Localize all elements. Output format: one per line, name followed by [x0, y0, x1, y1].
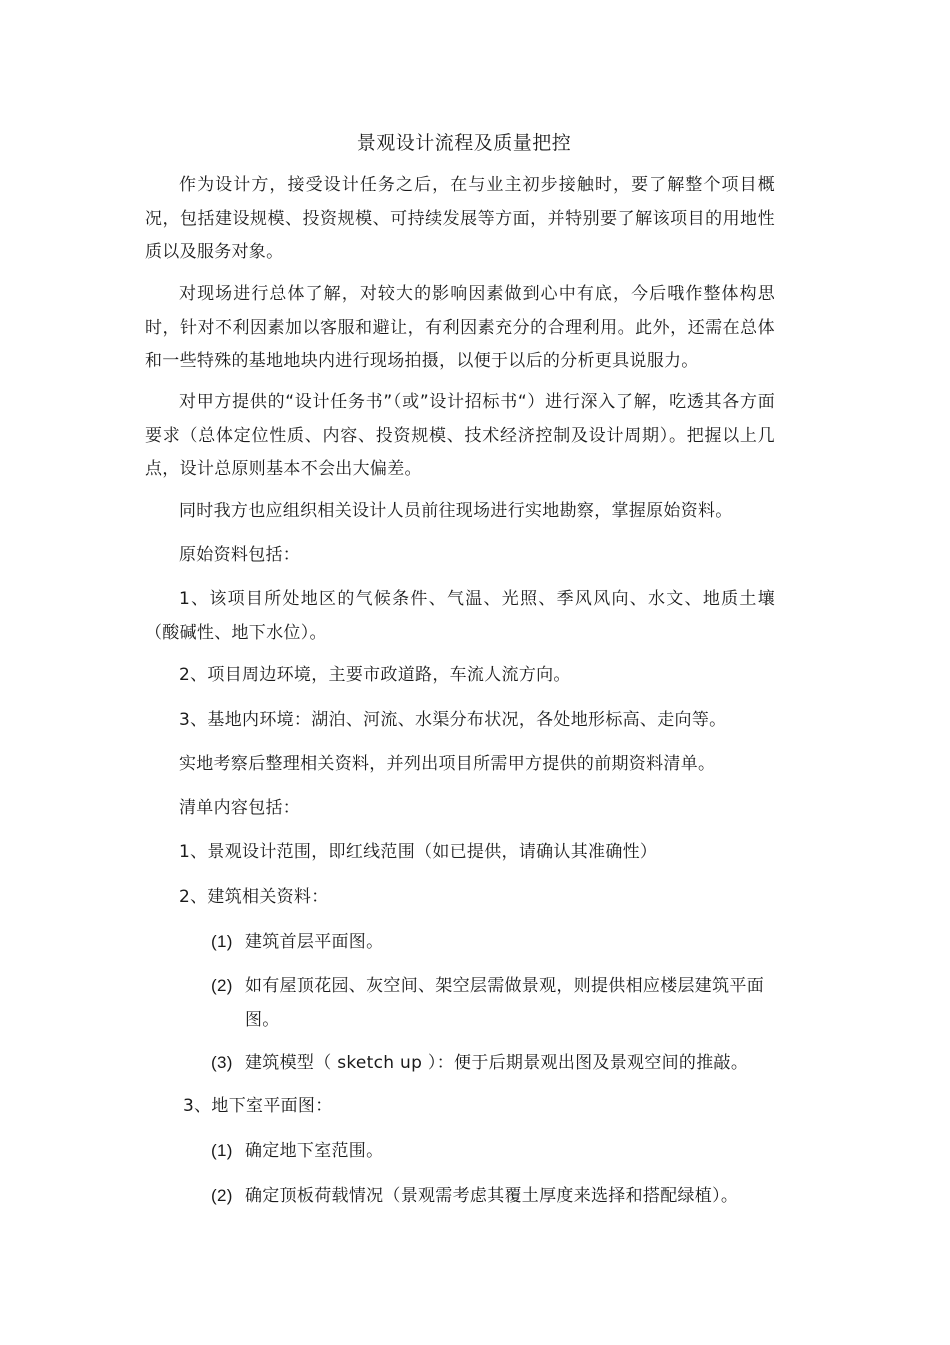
paragraph-project-overview: 作为设计方，接受设计任务之后，在与业主初步接触时，要了解整个项目概况，包括建设规模、投资规模、可持续发展等方面，并特别要了解该项目的用地性质以及服务对象。 [145, 175, 775, 262]
building-subitem [211, 969, 767, 1037]
raw-data-item-surroundings: 2、项目周边环境，主要市政道路，车流人流方向。 [179, 665, 571, 685]
list-heading: 清单内容包括： [179, 798, 301, 818]
subitem-text: 如有屋顶花园、灰空间、架空层需做景观，则提供相应楼层建筑平面图。 [245, 976, 764, 1030]
building-subitem [211, 1046, 781, 1081]
subitem-text: 确定顶板荷载情况（景观需考虑其覆土厚度来选择和搭配绿植）。 [245, 1186, 739, 1206]
list-item-basement-plan: 3、地下室平面图： [183, 1096, 333, 1116]
subitem-number: (1) [211, 1141, 233, 1160]
subitem-text: 确定地下室范围。 [245, 1141, 384, 1161]
basement-subitem [211, 1134, 771, 1169]
paragraph-design-brief: 对甲方提供的“设计任务书”（或”设计招标书“）进行深入了解，吃透其各方面要求（总体定位性质、内容、投资规模、技术经济控制及设计周期）。把握以上几点，设计总原则基本不会出大偏差。 [145, 392, 775, 479]
paragraph-site-understanding: 对现场进行总体了解，对较大的影响因素做到心中有底，今后哦作整体构思时，针对不利因素加以客服和避让，有利因素充分的合理利用。此外，还需在总体和一些特殊的基地地块内进行现场拍摄，以便于以后的分析更具说服力。 [145, 284, 775, 371]
list-item-design-scope: 1、景观设计范围，即红线范围（如已提供，请确认其准确性） [179, 842, 658, 862]
raw-data-heading: 原始资料包括： [179, 545, 301, 565]
basement-subitem [211, 1179, 781, 1214]
document-title: 景观设计流程及质量把控 [356, 132, 572, 154]
list-item-building-data: 2、建筑相关资料： [179, 887, 329, 907]
building-subitem [211, 925, 771, 960]
survey-note: 实地考察后整理相关资料，并列出项目所需甲方提供的前期资料清单。 [179, 754, 716, 774]
subitem-number: (1) [211, 932, 233, 951]
raw-data-item-climate: 1、该项目所处地区的气候条件、气温、光照、季风风向、水文、地质土壤（酸碱性、地下水位）。 [145, 589, 775, 643]
subitem-text: 建筑模型（ sketch up ）：便于后期景观出图及景观空间的推敲。 [245, 1053, 749, 1073]
subitem-number: (3) [211, 1053, 233, 1072]
subitem-number: (2) [211, 1186, 233, 1205]
paragraph-site-survey: 同时我方也应组织相关设计人员前往现场进行实地勘察，掌握原始资料。 [179, 501, 733, 521]
subitem-text: 建筑首层平面图。 [245, 932, 384, 952]
subitem-number: (2) [211, 976, 233, 995]
raw-data-item-site-environment: 3、基地内环境：湖泊、河流、水渠分布状况，各处地形标高、走向等。 [179, 710, 727, 730]
